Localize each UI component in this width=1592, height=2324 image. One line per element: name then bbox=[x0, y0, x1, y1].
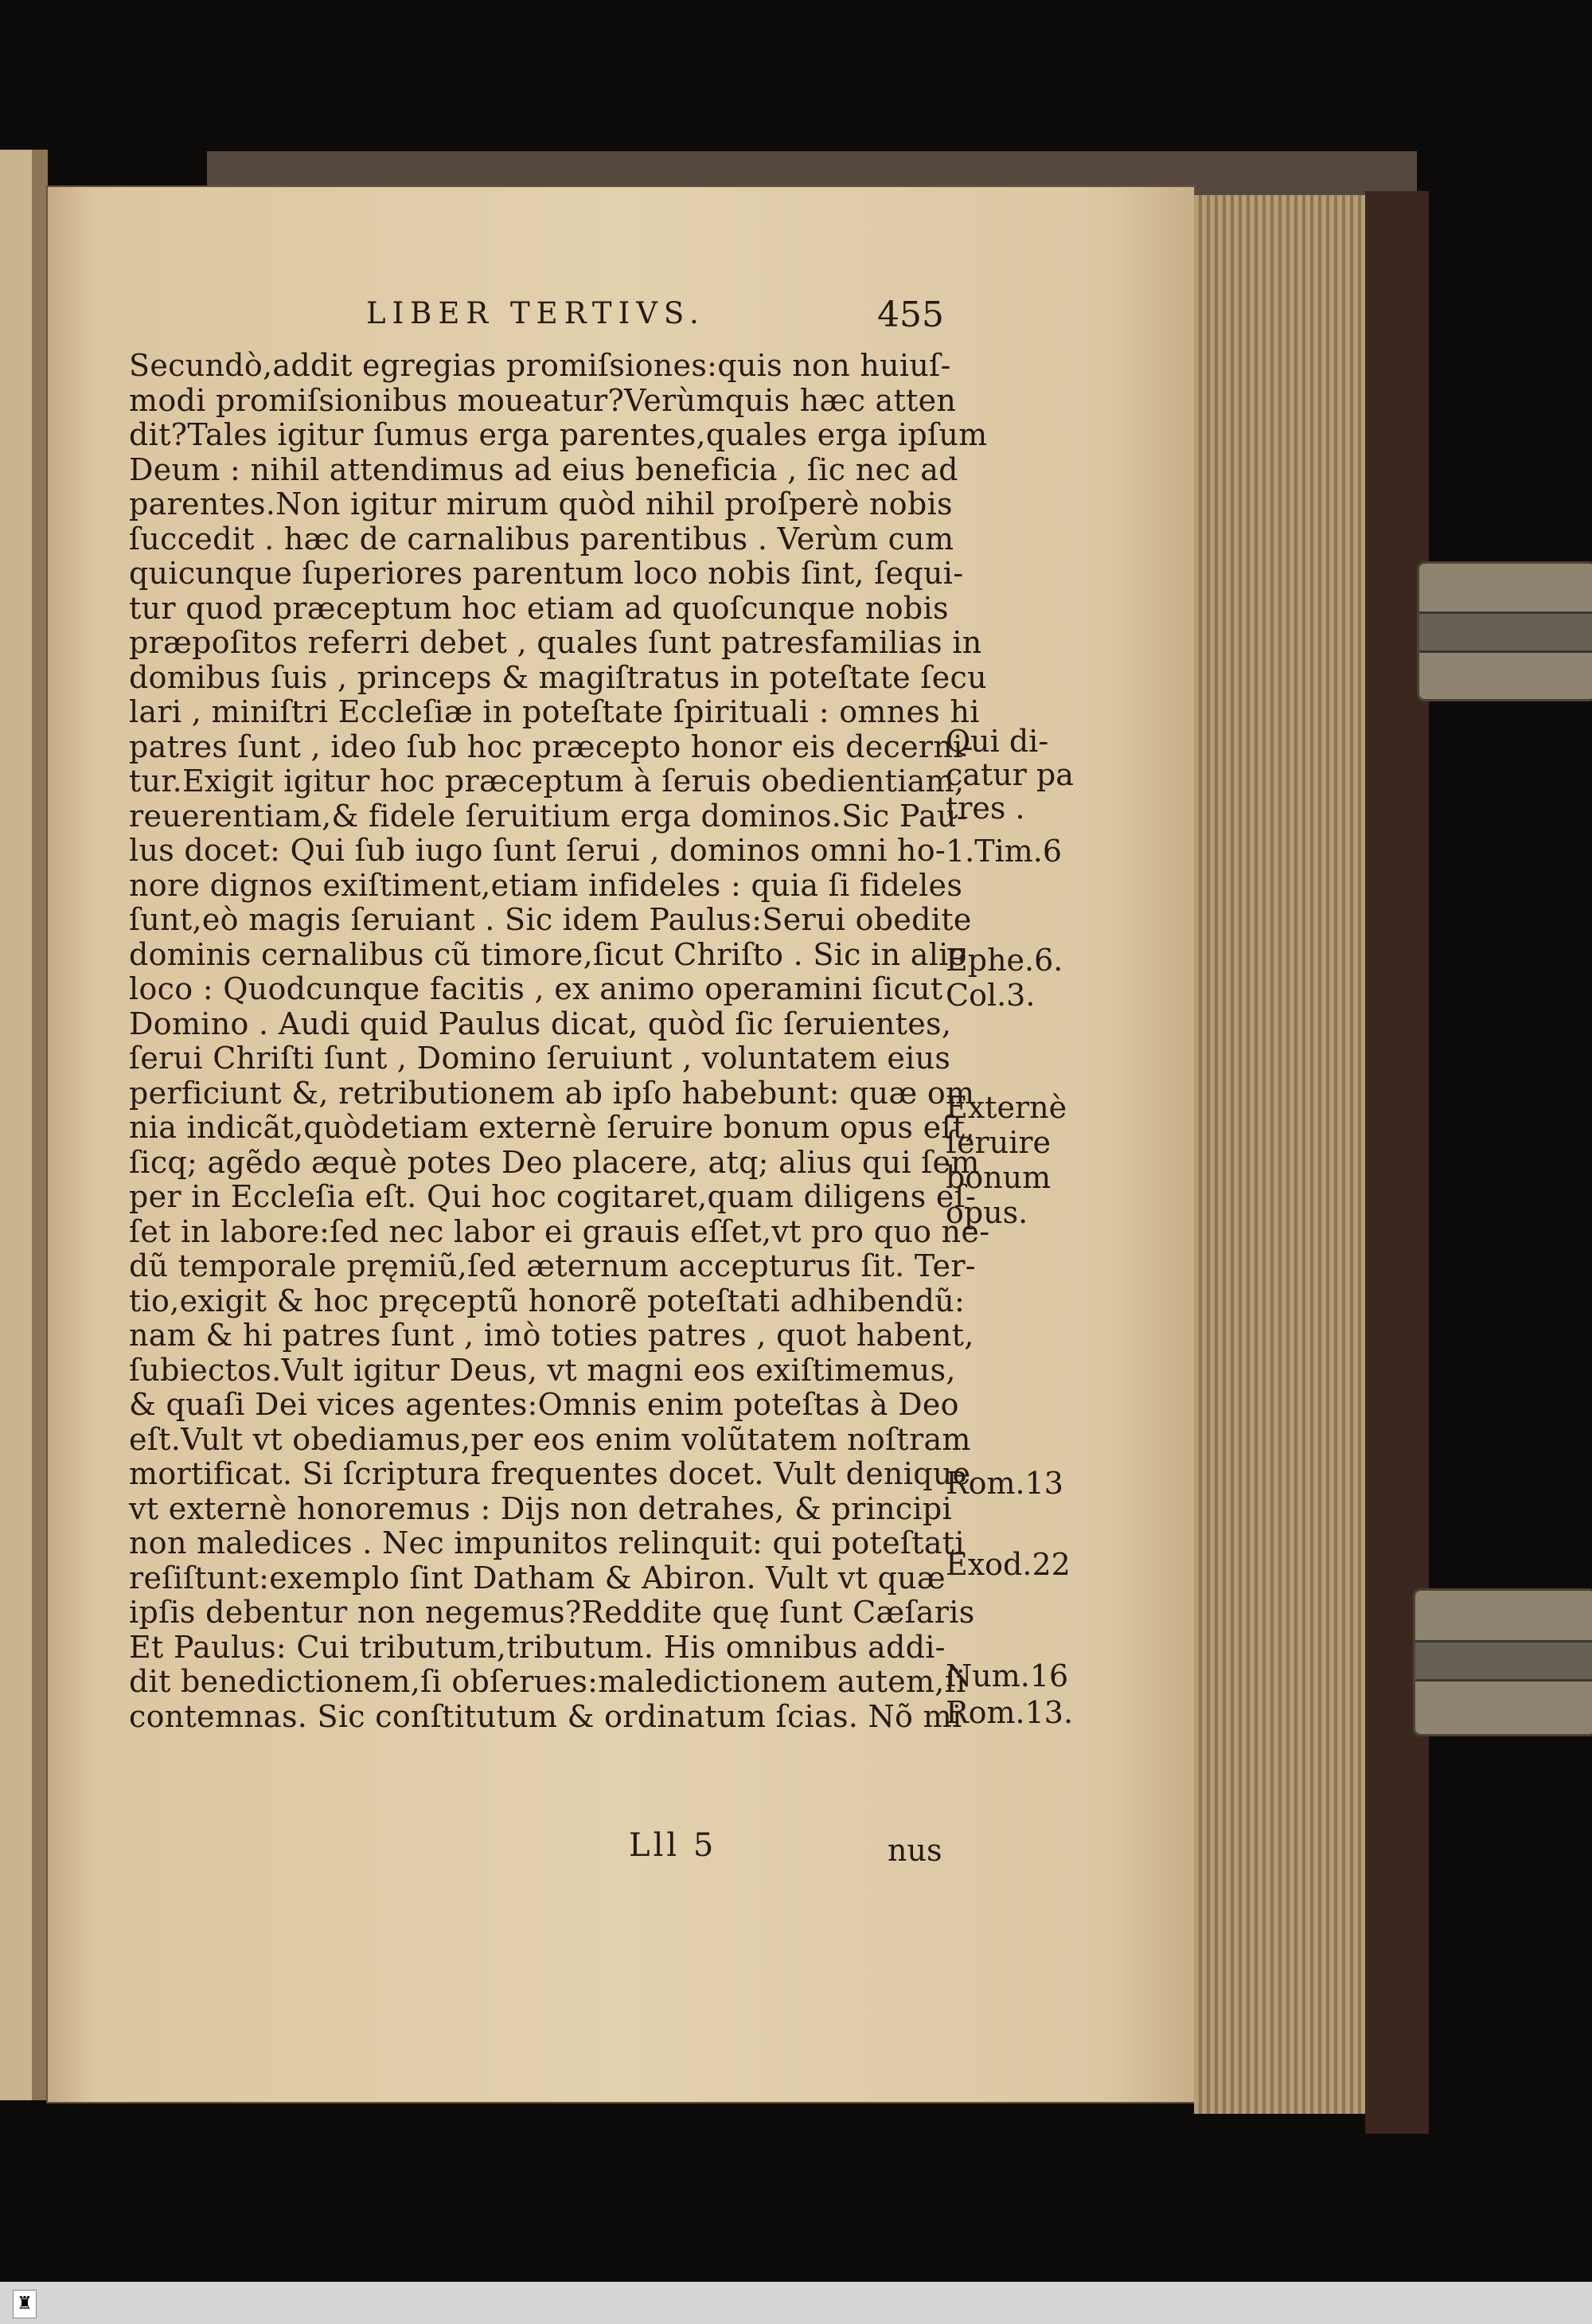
text-line: dũ temporale pręmiũ,ſed æternum accepturus ſit. Ter- bbox=[129, 1248, 976, 1283]
margin-note: 1.Tim.6 bbox=[946, 834, 1063, 869]
gutter bbox=[32, 150, 48, 2100]
text-line: eſt.Vult vt obediamus,per eos enim volũtatem noſtram bbox=[129, 1421, 971, 1457]
text-line: ſicq; agẽdo æquè potes Deo placere, atq; alius qui ſem bbox=[129, 1144, 980, 1180]
text-line: tur.Exigit igitur hoc præceptum à ſeruis obedientiam, bbox=[129, 764, 965, 799]
text-line: præpoſitos referri debet , quales ſunt patresfamilias in bbox=[129, 625, 982, 660]
text-line: ſubiectos.Vult igitur Deus, vt magni eos exiſtimemus, bbox=[129, 1352, 956, 1388]
text-line: dit?Tales igitur ſumus erga parentes,quales erga ipſum bbox=[129, 417, 988, 452]
running-head: LIBER TERTIVS. bbox=[366, 296, 705, 330]
margin-note: Col.3. bbox=[946, 978, 1036, 1013]
catchword: nus bbox=[888, 1833, 942, 1868]
margin-note: Ephe.6. bbox=[946, 943, 1063, 978]
text-line: per in Eccleſia eſt. Qui hoc cogitaret,quam diligens eſ- bbox=[129, 1179, 977, 1214]
text-line: non maledices . Nec impunitos relinquit: qui poteſtati bbox=[129, 1525, 965, 1560]
text-line: ipſis debentur non negemus?Reddite quę ſunt Cæſaris bbox=[129, 1595, 975, 1630]
text-line: contemnas. Sic conſtitutum & ordinatum ſcias. Nõ mi bbox=[129, 1698, 962, 1734]
text-line: patres ſunt , ideo ſub hoc præcepto honor eis decerni- bbox=[129, 728, 974, 764]
margin-note: Rom.13. bbox=[946, 1695, 1074, 1730]
text-line: modi promiſsionibus moueatur?Verùmquis hæc atten bbox=[129, 382, 957, 418]
text-line: dominis cernalibus cũ timore,ſicut Chriſto . Sic in alio bbox=[129, 936, 967, 972]
library-logo-icon: ♜ bbox=[13, 2290, 37, 2318]
upper-clasp bbox=[1417, 561, 1592, 701]
text-line: ſerui Chriſti ſunt , Domino ſeruiunt , voluntatem eius bbox=[129, 1041, 951, 1076]
text-line: lus docet: Qui ſub iugo ſunt ſerui , dominos omni ho- bbox=[129, 833, 946, 868]
text-line: dit benedictionem,ſi obſerues:maledictionem autem,ſi bbox=[129, 1664, 966, 1699]
text-line: loco : Quodcunque facitis , ex animo operamini ſicut bbox=[129, 971, 943, 1006]
margin-note: catur pa bbox=[946, 757, 1074, 792]
margin-note: Externè bbox=[946, 1090, 1067, 1125]
text-line: tur quod præceptum hoc etiam ad quoſcunque nobis bbox=[129, 590, 949, 626]
margin-note: ſeruire bbox=[946, 1125, 1051, 1160]
text-line: quicunque ſuperiores parentum loco nobis ſint, ſequi- bbox=[129, 556, 964, 591]
margin-note: tres . bbox=[946, 791, 1025, 826]
text-line: & quaſi Dei vices agentes:Omnis enim poteſtas à Deo bbox=[129, 1387, 959, 1422]
text-line: lari , miniſtri Eccleſiæ in poteſtate ſpirituali : omnes hi bbox=[129, 694, 980, 729]
text-line: ſunt,eò magis ſeruiant . Sic idem Paulus:Serui obedite bbox=[129, 902, 972, 937]
margin-note: Qui di- bbox=[946, 724, 1049, 759]
margin-note: Num.16 bbox=[946, 1658, 1069, 1693]
text-line: ſuccedit . hæc de carnalibus parentibus . Verùm cum bbox=[129, 521, 954, 557]
text-line: Et Paulus: Cui tributum,tributum. His omnibus addi- bbox=[129, 1629, 946, 1665]
page-number: 455 bbox=[877, 295, 944, 335]
text-line: Domino . Audi quid Paulus dicat, quòd ſic ſeruientes, bbox=[129, 1006, 952, 1041]
text-line: Deum : nihil attendimus ad eius beneficia , ſic nec ad bbox=[129, 451, 958, 487]
margin-note: bonum bbox=[946, 1160, 1052, 1195]
lower-clasp bbox=[1413, 1588, 1592, 1736]
page-fore-edge bbox=[1194, 195, 1369, 2114]
text-line: reuerentiam,& fidele ſeruitium erga dominos.Sic Pau- bbox=[129, 798, 967, 834]
text-line: reſiſtunt:exemplo ſint Datham & Abiron. Vult vt quæ bbox=[129, 1560, 946, 1596]
body-text bbox=[129, 348, 990, 1734]
text-line: nam & hi patres ſunt , imò toties patres , quot habent, bbox=[129, 1318, 974, 1353]
text-line: Secundò,addit egregias promiſsiones:quis non huiuſ- bbox=[129, 348, 951, 383]
text-line: mortificat. Si ſcriptura frequentes docet. Vult denique bbox=[129, 1456, 971, 1491]
signature-mark: Lll 5 bbox=[629, 1827, 717, 1864]
margin-note: Rom.13 bbox=[946, 1466, 1063, 1501]
text-line: ſet in labore:ſed nec labor ei grauis eſſet,vt pro quo ne- bbox=[129, 1213, 990, 1249]
margin-note: Exod.22 bbox=[946, 1547, 1071, 1582]
viewer-footer-bar bbox=[0, 2282, 1592, 2324]
binding-board bbox=[1365, 191, 1429, 2134]
text-line: domibus ſuis , princeps & magiſtratus in poteſtate ſecu bbox=[129, 659, 987, 695]
text-line: nore dignos exiſtiment,etiam infideles : quia ſi fideles bbox=[129, 867, 963, 903]
text-line: vt externè honoremus : Dijs non detrahes, & principi bbox=[129, 1490, 952, 1526]
margin-note: opus. bbox=[946, 1195, 1028, 1230]
text-line: tio,exigit & hoc pręceptũ honorẽ poteſtati adhibendũ: bbox=[129, 1283, 966, 1318]
text-line: perficiunt &, retributionem ab ipſo habebunt: quæ om bbox=[129, 1075, 975, 1111]
text-line: parentes.Non igitur mirum quòd nihil proſperè nobis bbox=[129, 486, 953, 521]
text-line: nia indicãt,quòdetiam externè ſeruire bonum opus eſt, bbox=[129, 1110, 975, 1145]
